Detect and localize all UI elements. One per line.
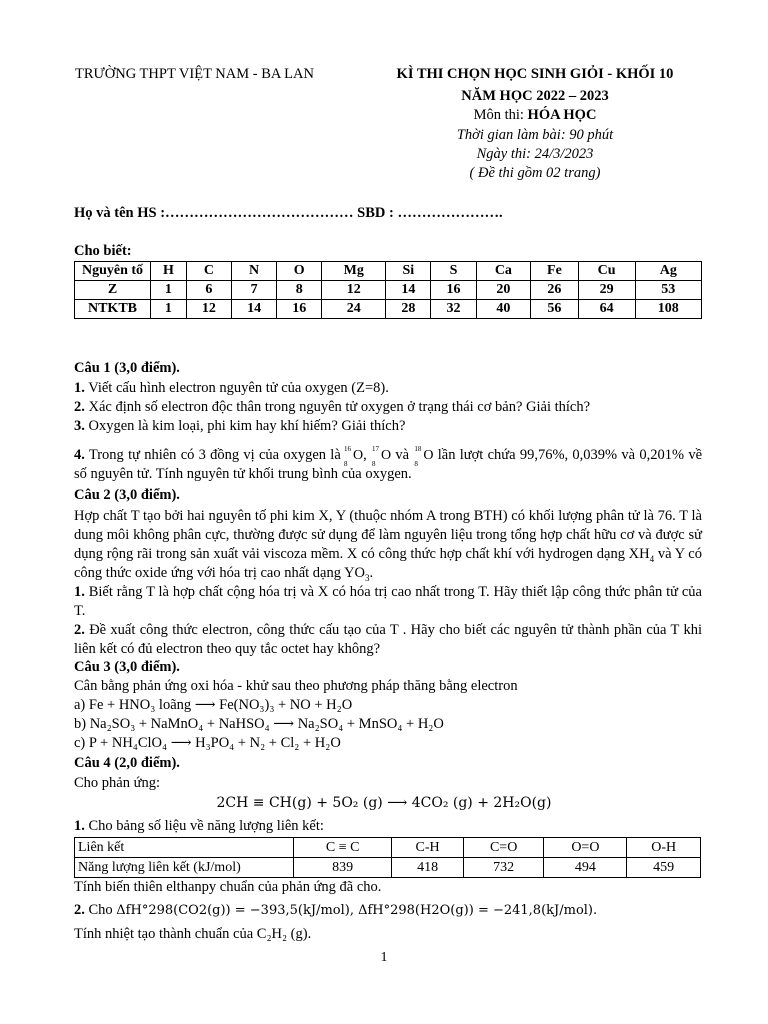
paragraph-text: . <box>369 565 374 581</box>
q3-reaction-c: c) P + NH₄ClO₄ ⟶ H₃PO₄ + N₂ + Cl₂ + H₂O <box>74 735 341 751</box>
q1-item-4 <box>74 446 702 484</box>
subscript: 4 <box>649 553 655 564</box>
cell: 24 <box>322 300 386 319</box>
q4-item-1 <box>74 818 324 835</box>
subject-prefix: Môn thi: <box>473 107 528 123</box>
cell: 7 <box>231 281 276 300</box>
cell: Nguyên tố <box>75 262 151 281</box>
cell: 12 <box>186 300 231 319</box>
cell: O-H <box>627 838 701 858</box>
item-text: Cho bảng số liệu về năng lượng liên kết: <box>84 818 324 834</box>
cell: 839 <box>294 858 392 878</box>
cell: 20 <box>476 281 531 300</box>
mass-number: 17 <box>372 445 380 453</box>
element-table <box>74 261 702 319</box>
separator: và <box>391 447 414 463</box>
given-label: Cho biết: <box>74 243 132 259</box>
cell: 16 <box>277 300 322 319</box>
atomic-number: 8 <box>344 460 348 468</box>
item-text: Viết cấu hình electron nguyên tử của oxygen (Z=8). <box>84 380 389 396</box>
item-number: 3. <box>74 418 85 434</box>
atomic-number: 8 <box>372 460 376 468</box>
separator: , <box>363 447 372 463</box>
exam-title: KÌ THI CHỌN HỌC SINH GIỎI - KHỐI 10 <box>396 66 674 82</box>
item-text: Cho <box>84 902 117 918</box>
q1-item-2 <box>74 399 590 416</box>
q4-title: Câu 4 (2,0 điểm). <box>74 755 180 771</box>
isotope-18 <box>414 445 434 468</box>
isotope-16 <box>344 445 364 468</box>
q2-paragraph <box>74 507 702 583</box>
cell: O=O <box>544 838 627 858</box>
school-name: TRƯỜNG THPT VIỆT NAM - BA LAN <box>75 66 314 82</box>
q1-item-1 <box>74 380 389 397</box>
cell: C=O <box>463 838 544 858</box>
cell: 53 <box>635 281 701 300</box>
cell: 14 <box>386 281 431 300</box>
cell: C <box>186 262 231 281</box>
cell: Liên kết <box>75 838 294 858</box>
q4-after-table: Tính biến thiên elthanpy chuẩn của phản ứng đã cho. <box>74 879 382 895</box>
cell: O <box>277 262 322 281</box>
q2-item-2 <box>74 621 702 659</box>
cell: 8 <box>277 281 322 300</box>
cell: 29 <box>578 281 635 300</box>
cell: 418 <box>392 858 463 878</box>
q1-title: Câu 1 (3,0 điểm). <box>74 360 180 376</box>
cell: 16 <box>431 281 476 300</box>
item-number: 2. <box>74 622 85 638</box>
cell: 6 <box>186 281 231 300</box>
q3-reaction-b: b) Na₂SO₃ + NaMnO₄ + NaHSO₄ ⟶ Na₂SO₄ + MnSO₄ + H₂O <box>74 716 444 732</box>
cell: 32 <box>431 300 476 319</box>
item-text: Xác định số electron độc thân trong nguyên tử oxygen ở trạng thái cơ bản? Giải thích? <box>84 399 591 415</box>
cell: 459 <box>627 858 701 878</box>
exam-date: Ngày thi: 24/3/2023 <box>476 146 594 162</box>
element-row-names <box>75 262 702 281</box>
item-number: 1. <box>74 380 85 396</box>
isotope-17 <box>372 445 392 468</box>
enthalpy-formula: ΔfH°298(CO2(g)) = −393,5(kJ/mol), ΔfH°298(H2O(g)) = −241,8(kJ/mol). <box>116 903 598 918</box>
cell: NTKTB <box>75 300 151 319</box>
cell: 732 <box>463 858 544 878</box>
cell: 26 <box>531 281 578 300</box>
bond-energy-table <box>74 837 701 878</box>
subscript: 3 <box>365 572 370 583</box>
q1-item-3 <box>74 418 405 435</box>
cell: Fe <box>531 262 578 281</box>
item-text: Đề xuất công thức electron, công thức cấu tạo của T . Hãy cho biết các nguyên tử thành phần của T khi liên kết có đủ electron theo quy tắc octet hay không? <box>74 622 702 657</box>
q4-last-line: Tính nhiệt tạo thành chuẩn của C₂H₂ (g). <box>74 926 312 942</box>
symbol: O <box>423 448 434 463</box>
item-text: Trong tự nhiên có 3 đồng vị của oxygen là <box>84 447 346 463</box>
q2-title: Câu 2 (3,0 điểm). <box>74 487 180 503</box>
cell: Mg <box>322 262 386 281</box>
cell: Ca <box>476 262 531 281</box>
cell: N <box>231 262 276 281</box>
mass-number: 16 <box>344 445 352 453</box>
item-text: lần lượt chứa 99,76%, 0,039% và 0,201% về số nguyên tử. Tính nguyên tử khối trung bình của oxygen. <box>74 447 703 482</box>
student-info-line: Họ và tên HS :………………………………… SBD : …………………. <box>74 205 503 221</box>
item-number: 2. <box>74 399 85 415</box>
cell: 14 <box>231 300 276 319</box>
cell: 1 <box>151 300 187 319</box>
exam-duration: Thời gian làm bài: 90 phút <box>456 127 614 143</box>
symbol: O <box>381 448 392 463</box>
cell: C ≡ C <box>294 838 392 858</box>
cell: 64 <box>578 300 635 319</box>
cell: H <box>151 262 187 281</box>
q2-item-1 <box>74 583 702 621</box>
item-number: 4. <box>74 447 85 463</box>
page-number: 1 <box>380 950 388 965</box>
q3-intro: Cân bằng phản ứng oxi hóa - khử sau theo phương pháp thăng bằng electron <box>74 678 518 694</box>
cell: 1 <box>151 281 187 300</box>
pages-note: ( Đề thi gồm 02 trang) <box>469 165 601 181</box>
item-number: 1. <box>74 818 85 834</box>
q3-reaction-a: a) Fe + HNO₃ loãng ⟶ Fe(NO₃)₃ + NO + H₂O <box>74 697 353 713</box>
cell: 28 <box>386 300 431 319</box>
cell: 494 <box>544 858 627 878</box>
item-text: Biết rằng T là hợp chất cộng hóa trị và X có hóa trị cao nhất trong T. Hãy thiết lập công thức phân tử của T. <box>74 584 702 619</box>
atomic-number: 8 <box>414 460 418 468</box>
q4-equation: 2CH ≡ CH(g) + 5O₂ (g) ⟶ 4CO₂ (g) + 2H₂O(g) <box>216 795 552 811</box>
cell: 40 <box>476 300 531 319</box>
cell: 56 <box>531 300 578 319</box>
paragraph-text: và Y có công thức oxide ứng với hóa trị cao nhất dạng YO <box>74 546 702 581</box>
cell: C-H <box>392 838 463 858</box>
q4-intro: Cho phản ứng: <box>74 775 160 791</box>
item-text: Oxygen là kim loại, phi kim hay khí hiếm? Giải thích? <box>84 418 406 434</box>
element-row-z <box>75 281 702 300</box>
item-number: 1. <box>74 584 85 600</box>
bond-row-headers <box>75 838 701 858</box>
element-row-mass <box>75 300 702 319</box>
item-number: 2. <box>74 902 85 918</box>
cell: S <box>431 262 476 281</box>
cell: 12 <box>322 281 386 300</box>
q4-item-2 <box>74 902 597 919</box>
subject-name: HÓA HỌC <box>527 107 597 123</box>
q3-title: Câu 3 (3,0 điểm). <box>74 659 180 675</box>
school-year: NĂM HỌC 2022 – 2023 <box>461 88 609 104</box>
symbol: O <box>353 448 364 463</box>
cell: Z <box>75 281 151 300</box>
cell: Ag <box>635 262 701 281</box>
subject-line <box>370 107 700 124</box>
paragraph-text: Hợp chất T tạo bởi hai nguyên tố phi kim X, Y (thuộc nhóm A trong BTH) có khối lượng phân tử là 76. T là dung môi không phân cực, thường được sử dụng để làm nguyên liệu trong tổng hợp chất hữu cơ và được sử dụng rộng rãi trong sản xuất vải viscoza mềm. X có công thức hợp chất khí với hydrogen dạng XH <box>74 508 702 562</box>
bond-row-values <box>75 858 701 878</box>
cell: Si <box>386 262 431 281</box>
cell: Năng lượng liên kết (kJ/mol) <box>75 858 294 878</box>
cell: Cu <box>578 262 635 281</box>
mass-number: 18 <box>414 445 422 453</box>
cell: 108 <box>635 300 701 319</box>
